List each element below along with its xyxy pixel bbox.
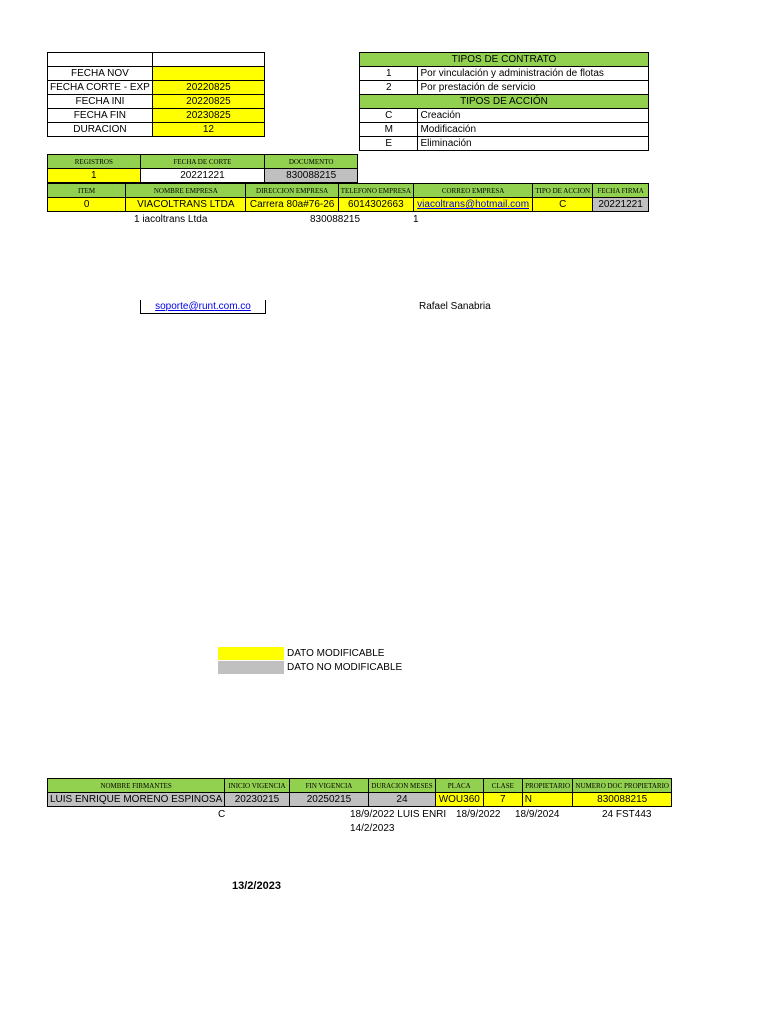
placa-value[interactable]: WOU360 xyxy=(435,793,483,807)
telefono-empresa-value[interactable]: 6014302663 xyxy=(338,198,413,212)
legend-swatch-modificable xyxy=(218,647,284,660)
header-telefono-empresa: TELEFONO EMPRESA xyxy=(338,184,413,198)
params-row xyxy=(48,81,265,95)
header-direccion-empresa: DIRECCION EMPRESA xyxy=(246,184,338,198)
support-email-cell xyxy=(140,300,266,314)
documento-value: 830088215 xyxy=(265,169,358,183)
stray-text: 830088215 xyxy=(310,214,361,225)
header-duracion-meses: DURACION MESES xyxy=(369,779,435,793)
header-tipo-accion: TIPO DE ACCION xyxy=(533,184,593,198)
stray-text: 24 FST443 xyxy=(602,809,652,820)
tipo-desc: Por vinculación y administración de flotas xyxy=(418,67,649,81)
clase-value[interactable]: 7 xyxy=(483,793,522,807)
tipos-table xyxy=(359,52,649,151)
direccion-empresa-value[interactable]: Carrera 80a#76-26 xyxy=(246,198,338,212)
stray-text: 1 xyxy=(413,214,419,225)
table-row xyxy=(48,198,649,212)
header-nombre-firmantes: NOMBRE FIRMANTES xyxy=(48,779,225,793)
params-row xyxy=(48,109,265,123)
nombre-firmante-value: LUIS ENRIQUE MORENO ESPINOSA xyxy=(48,793,225,807)
footer-date: 13/2/2023 xyxy=(232,880,281,892)
item-value[interactable]: 0 xyxy=(48,198,126,212)
param-label: FECHA INI xyxy=(48,95,153,109)
header-fecha-firma: FECHA FIRMA xyxy=(593,184,649,198)
registros-value[interactable]: 1 xyxy=(48,169,141,183)
legend-swatch-no-modificable xyxy=(218,661,284,674)
header-inicio-vigencia: INICIO VIGENCIA xyxy=(225,779,289,793)
header-registros: REGISTROS xyxy=(48,155,141,169)
header-fecha-corte: FECHA DE CORTE xyxy=(140,155,265,169)
tipo-row xyxy=(360,67,649,81)
header-numero-doc-propietario: NUMERO DOC PROPIETARIO xyxy=(573,779,672,793)
tipo-code: C xyxy=(360,109,418,123)
header-fin-vigencia: FIN VIGENCIA xyxy=(289,779,369,793)
tipo-row xyxy=(360,137,649,151)
header-propietario: PROPIETARIO xyxy=(522,779,573,793)
duracion-meses-value: 24 xyxy=(369,793,435,807)
stray-text: 18/9/2024 xyxy=(515,809,560,820)
param-value[interactable] xyxy=(152,67,264,81)
header-nombre-empresa: NOMBRE EMPRESA xyxy=(126,184,246,198)
params-row xyxy=(48,123,265,137)
header-correo-empresa: CORREO EMPRESA xyxy=(413,184,532,198)
param-label xyxy=(48,53,153,67)
param-label: DURACION xyxy=(48,123,153,137)
tipo-accion-value[interactable]: C xyxy=(533,198,593,212)
param-value[interactable]: 20220825 xyxy=(152,81,264,95)
param-label: FECHA FIN xyxy=(48,109,153,123)
params-table xyxy=(47,52,265,137)
legend-label-no-modificable: DATO NO MODIFICABLE xyxy=(287,662,403,673)
param-label: FECHA CORTE - EXP xyxy=(48,81,153,95)
propietario-value[interactable]: N xyxy=(522,793,573,807)
tipo-desc: Modificación xyxy=(418,123,649,137)
support-email-link[interactable]: soporte@runt.com.co xyxy=(155,301,251,312)
correo-empresa-link[interactable]: viacoltrans@hotmail.com xyxy=(417,199,530,210)
legend-label-modificable: DATO MODIFICABLE xyxy=(287,648,385,659)
fecha-firma-value: 20221221 xyxy=(593,198,649,212)
stray-text: 14/2/2023 xyxy=(350,823,395,834)
fecha-corte-value[interactable]: 20221221 xyxy=(140,169,265,183)
fin-vigencia-value: 20250215 xyxy=(289,793,369,807)
numero-doc-propietario-value[interactable]: 830088215 xyxy=(573,793,672,807)
params-row xyxy=(48,95,265,109)
tipo-desc: Creación xyxy=(418,109,649,123)
stray-text: 1 iacoltrans Ltda xyxy=(134,214,208,225)
params-row xyxy=(48,53,265,67)
param-value[interactable]: 20230825 xyxy=(152,109,264,123)
nombre-empresa-value[interactable]: VIACOLTRANS LTDA xyxy=(126,198,246,212)
stray-text: 18/9/2022 xyxy=(456,809,501,820)
tipo-code: 2 xyxy=(360,81,418,95)
param-label: FECHA NOV xyxy=(48,67,153,81)
header-clase: CLASE xyxy=(483,779,522,793)
tipo-row xyxy=(360,123,649,137)
tipo-row xyxy=(360,81,649,95)
tipos-contrato-title: TIPOS DE CONTRATO xyxy=(360,53,649,67)
registros-table xyxy=(47,154,358,183)
tipo-row xyxy=(360,109,649,123)
param-value[interactable] xyxy=(152,53,264,67)
inicio-vigencia-value: 20230215 xyxy=(225,793,289,807)
table-row xyxy=(48,793,672,807)
tipos-accion-title: TIPOS DE ACCIÓN xyxy=(360,95,649,109)
contact-name: Rafael Sanabria xyxy=(419,301,491,312)
header-documento: DOCUMENTO xyxy=(265,155,358,169)
header-item: ITEM xyxy=(48,184,126,198)
tipo-code: M xyxy=(360,123,418,137)
tipo-code: 1 xyxy=(360,67,418,81)
empresa-table xyxy=(47,183,649,212)
stray-text: 18/9/2022 LUIS ENRI xyxy=(350,809,447,820)
tipo-code: E xyxy=(360,137,418,151)
tipo-desc: Eliminación xyxy=(418,137,649,151)
params-row xyxy=(48,67,265,81)
param-value[interactable]: 12 xyxy=(152,123,264,137)
param-value[interactable]: 20220825 xyxy=(152,95,264,109)
stray-text: C xyxy=(218,809,226,820)
header-placa: PLACA xyxy=(435,779,483,793)
firmantes-table xyxy=(47,778,672,807)
tipo-desc: Por prestación de servicio xyxy=(418,81,649,95)
